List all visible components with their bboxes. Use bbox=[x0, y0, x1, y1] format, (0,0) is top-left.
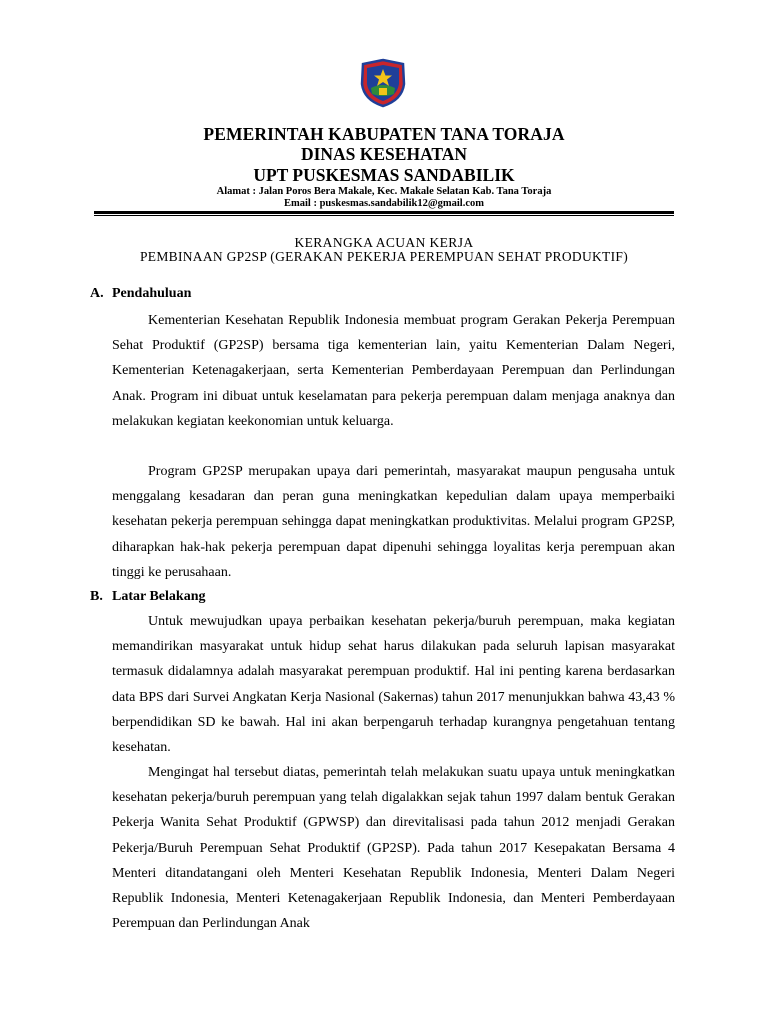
section-title: Latar Belakang bbox=[112, 589, 206, 604]
document-title: KERANGKA ACUAN KERJA bbox=[294, 235, 474, 250]
section-heading-a bbox=[90, 286, 191, 302]
paragraph: Untuk mewujudkan upaya perbaikan kesehatan pekerja/buruh perempuan, maka kegiatan memandirikan masyarakat untuk hidup sehat harus dilakukan pada seluruh lapisan masyarakat termasuk didalamnya adalah masyarakat perempuan produktif. Hal ini penting karena berdasarkan data BPS dari Survei Angkatan Kerja Nasional (Sakernas) tahun 2017 menunjukkan bahwa 43,43 % berpendidikan SD ke bawah. Hal ini akan berpengaruh terhadap kurangnya pengetahuan tentang kesehatan. bbox=[112, 614, 675, 756]
section-heading-b bbox=[90, 589, 205, 605]
paragraph: Kementerian Kesehatan Republik Indonesia membuat program Gerakan Pekerja Perempuan Sehat Produktif (GP2SP) bersama tiga kementerian lain, yaitu Kementerian Dalam Negeri, Kementerian Ketenagakerjaan, serta Kementerian Pemberdayaan Perempuan dan Perlindungan Anak. Program ini dibuat untuk keselamatan para pekerja perempuan dalam menjaga anaknya dan melakukan kegiatan keekonomian untuk keluarga. bbox=[112, 313, 675, 429]
office-name: DINAS KESEHATAN bbox=[300, 144, 468, 164]
document-subtitle: PEMBINAAN GP2SP (GERAKAN PEKERJA PEREMPUAN SEHAT PRODUKTIF) bbox=[139, 249, 628, 264]
address-line: Alamat : Jalan Poros Bera Makale, Kec. Makale Selatan Kab. Tana Toraja bbox=[216, 186, 552, 197]
regency-emblem-icon bbox=[358, 58, 408, 108]
section-title: Pendahuluan bbox=[112, 286, 192, 301]
unit-name: UPT PUSKESMAS SANDABILIK bbox=[253, 165, 515, 185]
email-line: Email : puskesmas.sandabilik12@gmail.com bbox=[284, 198, 484, 209]
header-divider-thin bbox=[94, 215, 674, 216]
paragraph: Mengingat hal tersebut diatas, pemerintah telah melakukan suatu upaya untuk meningkatkan kesehatan pekerja/buruh perempuan yang telah digalakkan sejak tahun 1997 dalam bentuk Gerakan Pekerja Wanita Sehat Produktif (GPWSP) dan direvitalisasi pada tahun 2012 menjadi Gerakan Pekerja/Buruh Perempuan Sehat Produktif (GP2SP). Pada tahun 2017 Kesepakatan Bersama 4 Menteri ditandatangani oleh Menteri Kesehatan Republik Indonesia, Menteri Dalam Negeri Republik Indonesia, Menteri Ketenagakerjaan Republik Indonesia, dan Menteri Pemberdayaan Perempuan dan Perlindungan Anak bbox=[112, 765, 675, 932]
header-divider-thick bbox=[94, 211, 674, 214]
section-number: A. bbox=[90, 286, 104, 301]
paragraph: Program GP2SP merupakan upaya dari pemerintah, masyarakat maupun pengusaha untuk menggalang kesadaran dan peran guna meningkatkan kepedulian dalam upaya memperbaiki kesehatan pekerja perempuan sehingga dapat meningkatkan produktivitas. Melalui program GP2SP, diharapkan hak-hak pekerja perempuan dapat dipenuhi sehingga loyalitas kerja perempuan akan tinggi ke perusahaan. bbox=[112, 464, 675, 580]
section-number: B. bbox=[90, 589, 103, 604]
government-name: PEMERINTAH KABUPATEN TANA TORAJA bbox=[203, 124, 565, 144]
